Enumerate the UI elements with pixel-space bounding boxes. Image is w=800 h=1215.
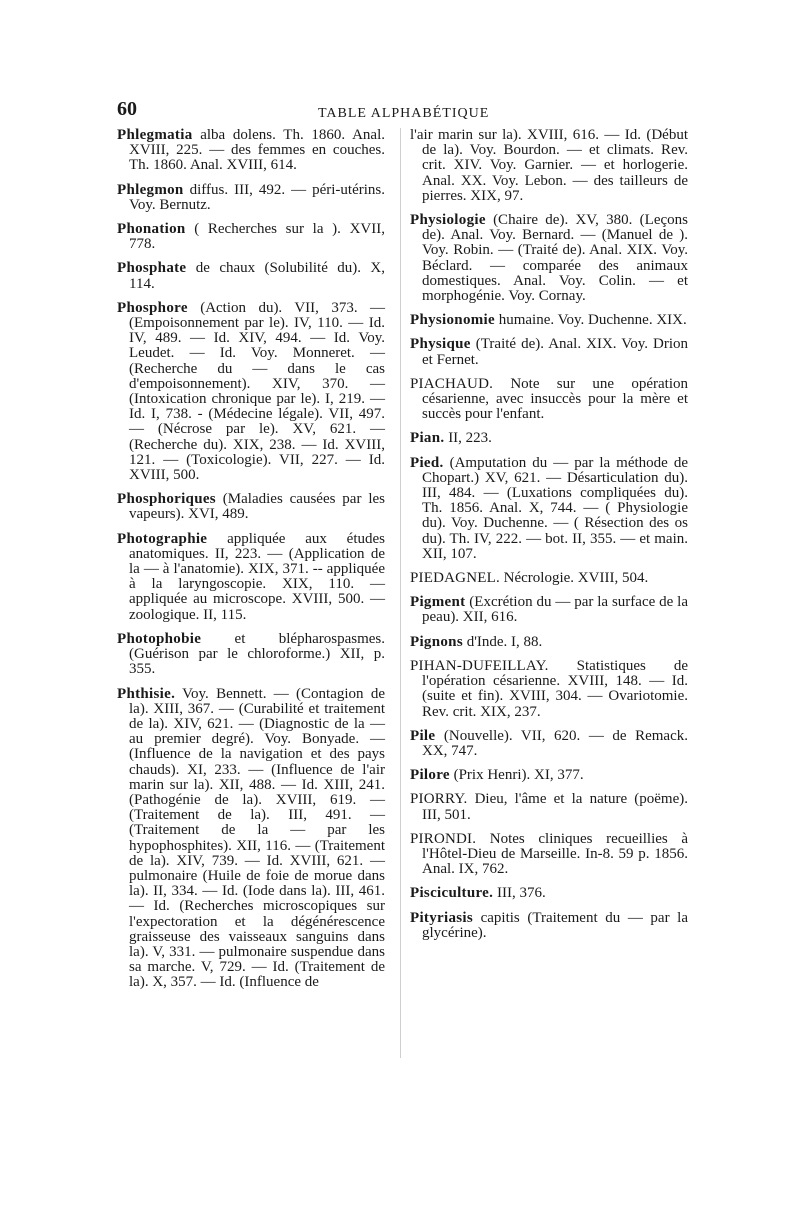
entry-text: (Traité de). Anal. XIX. Voy. Drion et Fernet.: [422, 336, 688, 368]
entry-text: Note sur une opération césarienne, avec insuccès pour la mère et succès pour l'enfant.: [422, 375, 688, 423]
entry-heading: PIHAN-DUFEILLAY.: [410, 657, 549, 674]
entry-text: alba dolens. Th. 1860. Anal. XVIII, 225. — des femmes en couches. Th. 1860. Anal. XVIII, 614.: [129, 127, 385, 174]
entry-text: Dieu, l'âme et la nature (poëme). III, 501.: [422, 791, 688, 823]
entry-text: l'air marin sur la). XVIII, 616. — Id. (Début de la). Voy. Bourdon. — et climats. Rev. crit. XIV. Voy. Garnier. — et horlogerie. Anal. XX. Voy. Lebon. — des tailleurs de pierres. XIX, 97.: [410, 127, 688, 204]
entry-text: (Action du). VII, 373. — (Empoisonnement par le). IV, 110. — Id. IV, 489. — Id. XIV, 494. — Id. Voy. Leudet. — Id. Voy. Monneret. — (Recherche du — dans le cas d'empoisonnement). XIV, 370. — (Intoxication chronique par le). I, 219. — Id. I, 738. - (Médecine légale). VII, 497. — (Nécrose par le). XV, 621. — (Recherche du). XIX, 238. — Id. XVIII, 121. — (Toxicologie). VII, 227. — Id. XVIII, 500.: [129, 299, 385, 484]
column-rule: [400, 128, 401, 1058]
entry-text: Nécrologie. XVIII, 504.: [499, 570, 649, 587]
entry-text: (Excrétion du — par la surface de la peau). XII, 616.: [422, 594, 688, 626]
entry-text: de chaux (Solubilité du). X, 114.: [129, 260, 385, 292]
entry-text: d'Inde. I, 88.: [462, 633, 543, 650]
index-entry: [410, 431, 688, 446]
entry-text: (Maladies causées par les vapeurs). XVI, 489.: [129, 491, 385, 523]
index-entry: [410, 886, 688, 901]
running-head: TABLE ALPHABÉTIQUE: [318, 106, 490, 121]
index-entry: [410, 659, 688, 720]
index-column-right: [410, 128, 688, 950]
entry-heading: Physionomie: [410, 312, 495, 329]
index-entry: [410, 768, 688, 783]
index-entry: [117, 632, 385, 678]
entry-text: II, 223.: [444, 430, 492, 447]
index-entry: [410, 635, 688, 650]
entry-heading: Phlegmon: [117, 181, 184, 198]
entry-heading: PIRONDI.: [410, 830, 477, 847]
entry-text: (Nouvelle). VII, 620. — de Remack. XX, 747.: [422, 727, 688, 759]
index-entry: [410, 337, 688, 367]
index-entry: [117, 128, 385, 174]
entry-heading: PIACHAUD.: [410, 375, 494, 392]
index-entry: [410, 911, 688, 941]
index-entry: [410, 571, 688, 586]
index-entry: [410, 313, 688, 328]
entry-text: diffus. III, 492. — péri-utérins. Voy. Bernutz.: [129, 181, 385, 213]
index-entry: [117, 532, 385, 623]
entry-heading: Physiologie: [410, 212, 486, 229]
index-entry: [410, 832, 688, 878]
index-entry: [410, 377, 688, 423]
entry-heading: Photophobie: [117, 630, 202, 647]
index-entry: [117, 222, 385, 252]
entry-text: ( Recherches sur la ). XVII, 778.: [129, 221, 385, 253]
entry-heading: Pile: [410, 727, 436, 744]
entry-text: (Prix Henri). XI, 377.: [449, 767, 584, 784]
entry-text: Voy. Bennett. — (Contagion de la). XIII, 367. — (Curabilité et traitement de la). XIV, 621. — (Diagnostic de la — au premier degré). Voy. Bonyade. — (Influence de la navigation et des pays chauds). XI, 233. — (Influence de l'air marin sur la). XII, 488. — Id. XIII, 241. (Pathogénie de la). XVIII, 619. — (Traitement de la). III, 491. — (Traitement de la — par les hypophosphites). XII, 116. — (Traitement de la). XIV, 739. — Id. XVIII, 621. — pulmonaire (Huile de foie de morue dans la). II, 334. — Id. (Iode dans la). III, 461. — Id. (Recherches microscopiques sur l'expectoration et la dégénérescence graisseuse des vaisseaux sanguins dans la). V, 331. — pulmonaire suspendue dans sa marche. V, 729. — Id. (Traitement de la). X, 357. — Id. (Influence de: [129, 685, 385, 991]
entry-heading: Phosphate: [117, 260, 187, 277]
entry-heading: Pignons: [410, 633, 463, 650]
entry-heading: Pilore: [410, 767, 450, 784]
index-entry: [117, 301, 385, 483]
index-entry: [117, 687, 385, 991]
entry-heading: Pied.: [410, 454, 444, 471]
index-entry: [410, 729, 688, 759]
entry-text: capitis (Traitement du — par la glycérine).: [422, 909, 688, 941]
entry-heading: Phlegmatia: [117, 127, 193, 143]
entry-heading: Pityriasis: [410, 909, 473, 926]
entry-heading: Phosphoriques: [117, 491, 216, 508]
entry-heading: Phosphore: [117, 299, 188, 316]
entry-heading: Physique: [410, 336, 471, 353]
entry-heading: Phthisie.: [117, 685, 176, 702]
index-column-left: [117, 128, 385, 1000]
index-entry: [410, 213, 688, 304]
entry-heading: Pian.: [410, 430, 445, 447]
index-entry: [410, 792, 688, 822]
index-entry: [410, 456, 688, 562]
entry-text: Notes cliniques recueillies à l'Hôtel-Dieu de Marseille. In-8. 59 p. 1856. Anal. IX, 762.: [422, 830, 688, 878]
entry-heading: Phonation: [117, 221, 186, 238]
entry-text: appliquée aux études anatomiques. II, 223. — (Application de la — à l'anatomie). XIX, 371. -- appliquée à la laryngoscopie. XIX, 110. — appliquée au microscope. XVIII, 500. — zoologique. II, 115.: [129, 530, 385, 623]
index-entry: [117, 183, 385, 213]
entry-text: (Chaire de). XV, 380. (Leçons de). Anal. Voy. Bernard. — (Manuel de ). Voy. Robin. — (Traité de). Anal. XIX. Voy. Béclard. — comparée des animaux domestiques. Anal. Voy. Colin. — et morphogénie. Voy. Cornay.: [422, 212, 688, 305]
index-entry: [117, 261, 385, 291]
index-entry: [410, 128, 688, 204]
entry-heading: PIEDAGNEL.: [410, 570, 500, 587]
page-number: 60: [117, 98, 137, 120]
entry-text: humaine. Voy. Duchenne. XIX.: [494, 312, 687, 329]
entry-text: III, 376.: [493, 885, 546, 902]
entry-text: (Amputation du — par la méthode de Chopart.) XV, 621. — Désarticulation du). III, 484. — (Luxations compliquées du). Th. 1856. Anal. X, 744. — ( Physiologie du). Voy. Duchenne. — ( Résection des os du). Th. IV, 222. — bot. II, 355. — et main. XII, 107.: [422, 454, 688, 562]
index-entry: [410, 595, 688, 625]
entry-heading: Pisciculture.: [410, 885, 494, 902]
entry-text: Statistiques de l'opération césarienne. XVIII, 148. — Id. (suite et fin). XVIII, 304. — Ovariotomie. Rev. crit. XIX, 237.: [422, 657, 688, 720]
index-entry: [117, 492, 385, 522]
entry-heading: Photographie: [117, 530, 208, 547]
entry-text: et blépharospasmes. (Guérison par le chloroforme.) XII, p. 355.: [129, 630, 385, 678]
entry-heading: Pigment: [410, 594, 466, 611]
entry-heading: PIORRY.: [410, 791, 468, 808]
